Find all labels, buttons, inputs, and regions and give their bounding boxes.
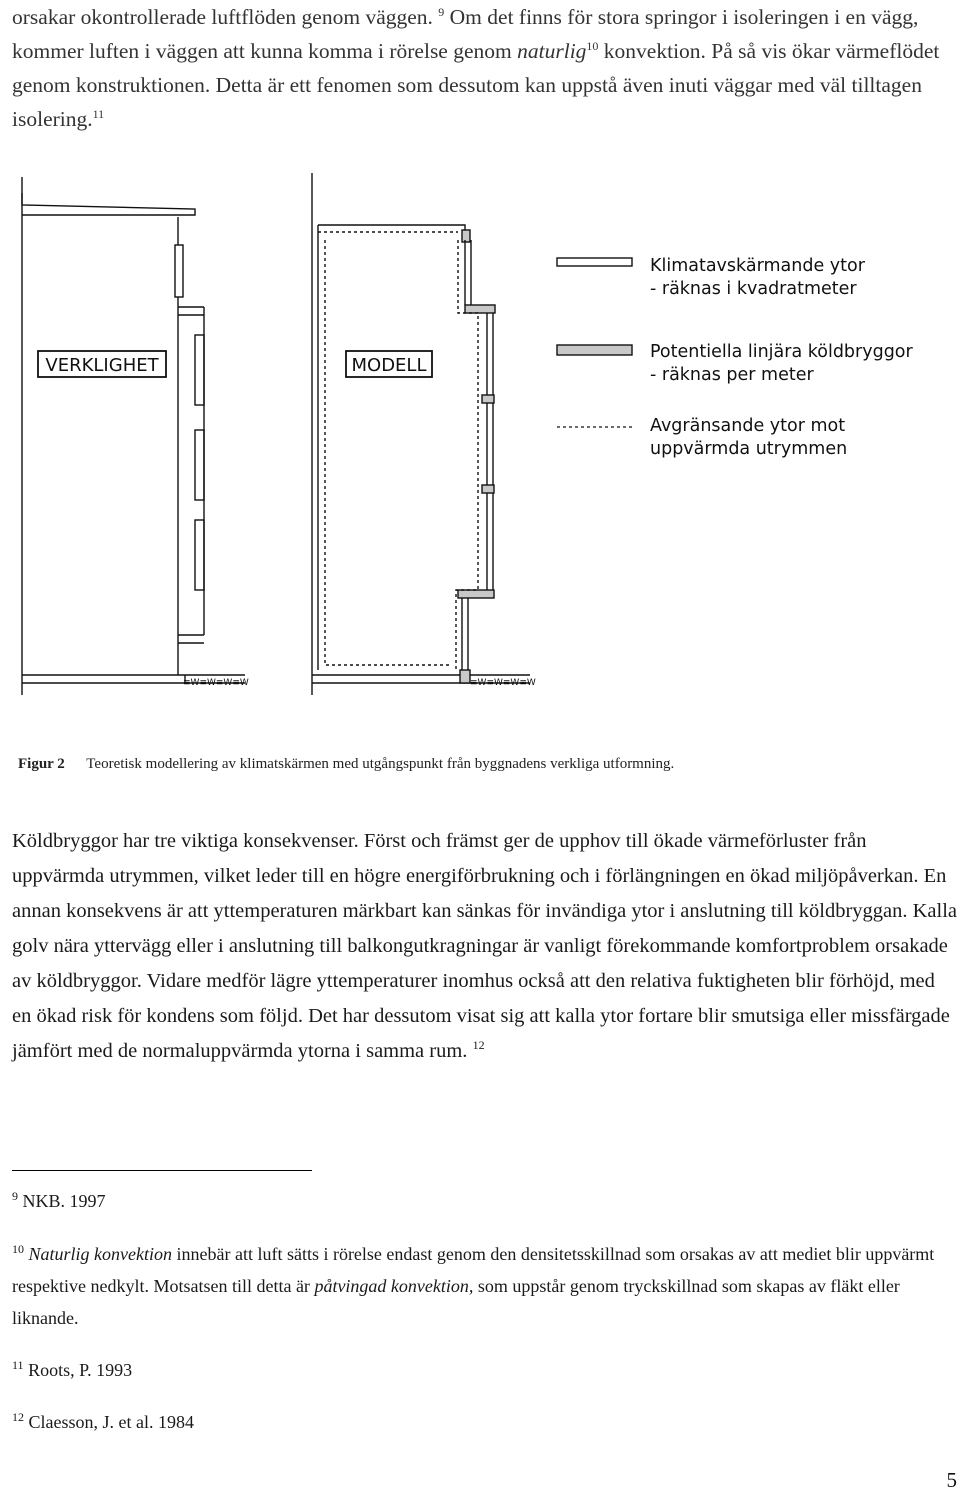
reality-roof	[22, 193, 195, 215]
footnote-ref-9[interactable]: 9	[438, 4, 445, 19]
footnote-10	[12, 1238, 952, 1334]
intro-text-3: konvektion. På så vis ökar värmeflödet genom konstruktionen. Detta är ett fenomen som dessutom kan uppstå även inuti väggar med väl tilltagen isolering.	[12, 39, 940, 131]
body-text: Köldbryggor har tre viktiga konsekvenser. Först och främst ger de upphov till ökade värmeförluster från uppvärmda utrymmen, vilket leder till en högre energiförbrukning och i förlängningen en ökad miljöpåverkan. En annan konsekvens är att yttemperaturen märkbart kan sänkas för invändiga ytor i anslutning till köldbryggan. Kalla golv nära yttervägg eller i anslutning till balkongutkragningar är vanligt förekommande komfortproblem orsakade av köldbryggor. Vidare medför lägre yttemperaturer inomhus också att den relativa fuktigheten blir förhöjd, med en ökad risk för kondens som följd. Det har dessutom visat sig att kalla ytor fortare blir smutsiga eller missfärgade jämfört med de normaluppvärmda ytorna i samma rum.	[12, 830, 958, 1062]
legend-swatch-surface	[557, 258, 632, 266]
body-paragraph	[12, 824, 957, 1069]
caption-label: Figur 2	[18, 756, 65, 772]
footnote-12	[12, 1406, 952, 1438]
footnote-ref-11[interactable]: 11	[92, 106, 105, 121]
footnote-ref-12[interactable]: 12	[472, 1038, 485, 1053]
label-modell	[346, 351, 432, 377]
footnote-9-text: NKB. 1997	[22, 1191, 106, 1211]
page-number: 5	[946, 1468, 957, 1492]
svg-text:MODELL: MODELL	[351, 355, 427, 376]
footnote-11	[12, 1354, 952, 1386]
figure-caption	[18, 756, 674, 773]
legend-swatch-bridge	[557, 345, 632, 355]
footnote-ref-10[interactable]: 10	[586, 38, 599, 53]
legend-2-line2: - räknas per meter	[650, 365, 814, 385]
legend-2-line1: Potentiella linjära köldbryggor	[650, 342, 913, 362]
model-bridge-bottom	[460, 670, 470, 683]
reality-window-3	[195, 430, 204, 500]
footnote-12-text: Claesson, J. et al. 1984	[28, 1412, 194, 1432]
footnote-10-num: 10	[12, 1242, 24, 1256]
figure-2-drawing	[0, 165, 960, 705]
label-verklighet	[38, 351, 166, 377]
footnote-10-italic-1: Naturlig konvektion	[28, 1244, 172, 1264]
footnote-10-text-2: som uppstår genom tryckskillnad som skapas av fläkt eller liknande.	[12, 1276, 900, 1328]
model-bridge-top	[462, 230, 470, 242]
reality-window-2	[195, 335, 204, 405]
footnote-9	[12, 1185, 952, 1217]
footnote-12-num: 12	[12, 1410, 24, 1424]
legend	[557, 256, 914, 459]
footnote-10-italic-2: påtvingad konvektion,	[314, 1276, 474, 1296]
legend-1-line1: Klimatavskärmande ytor	[650, 256, 865, 276]
footnote-11-text: Roots, P. 1993	[28, 1360, 133, 1380]
svg-text:≡W≡W≡W≡W: ≡W≡W≡W≡W	[183, 678, 249, 688]
model-bridge-4	[458, 590, 494, 598]
intro-paragraph	[12, 0, 957, 136]
model-bridge-3	[482, 485, 494, 493]
caption-text: Teoretisk modellering av klimatskärmen med utgångspunkt från byggnadens verkliga utformning.	[86, 756, 675, 772]
reality-window-4	[195, 520, 204, 590]
intro-italic-word: naturlig	[517, 39, 587, 63]
footnote-divider	[12, 1170, 312, 1171]
legend-1-line2: - räknas i kvadratmeter	[650, 279, 857, 299]
footnote-9-num: 9	[12, 1189, 18, 1203]
reality-window-1	[175, 245, 183, 297]
legend-3-line2: uppvärmda utrymmen	[650, 439, 848, 459]
svg-text:VERKLIGHET: VERKLIGHET	[45, 355, 159, 376]
footnote-11-num: 11	[12, 1358, 24, 1372]
model-bridge-1	[465, 305, 495, 313]
legend-3-line1: Avgränsande ytor mot	[650, 416, 846, 436]
intro-text-1: orsakar okontrollerade luftflöden genom väggen.	[12, 5, 433, 29]
svg-text:≡W≡W≡W≡W: ≡W≡W≡W≡W	[470, 678, 536, 688]
footnote-10-text-1: innebär att luft sätts i rörelse endast genom den densitetsskillnad som orsakas av att mediet blir uppvärmt respektive nedkylt. Motsatsen till detta är	[12, 1244, 935, 1296]
intro-text-2: Om det finns för stora springor i isoleringen i en vägg, kommer luften i väggen att kunna komma i rörelse genom	[12, 5, 919, 63]
model-bridge-2	[482, 395, 494, 403]
